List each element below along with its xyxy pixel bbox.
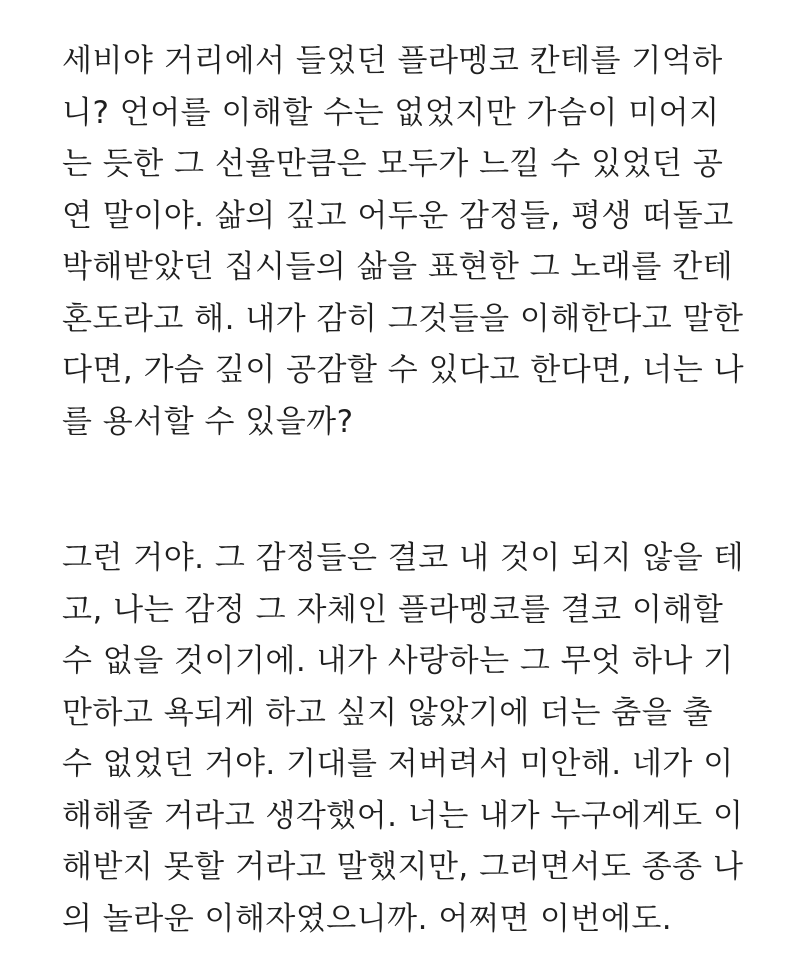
text-line: 연 말이야. 삶의 깊고 어두운 감정들, 평생 떠돌고 [62, 197, 734, 234]
text-line: 수 없을 것이기에. 내가 사랑하는 그 무엇 하나 기 [62, 643, 734, 679]
paragraph-2 [62, 533, 745, 945]
text-line: 해받지 못할 거라고 말했지만, 그러면서도 종종 나 [62, 849, 744, 885]
text-line: 를 용서할 수 있을까? [62, 403, 354, 440]
text-line: 의 놀라운 이해자였으니까. 어쩌면 이번에도. [62, 900, 673, 937]
text-line: 그런 거야. 그 감정들은 결코 내 것이 되지 않을 테 [62, 540, 745, 576]
document-body [62, 36, 745, 945]
text-line: 박해받았던 집시들의 삶을 표현한 그 노래를 칸테 [62, 249, 734, 285]
text-line: 니? 언어를 이해할 수는 없었지만 가슴이 미어지 [62, 94, 720, 131]
text-line: 해해줄 거라고 생각했어. 너는 내가 누구에게도 이 [62, 797, 744, 834]
paragraph-spacer [62, 448, 742, 533]
text-line: 만하고 욕되게 하고 싶지 않았기에 더는 춤을 출 [62, 694, 713, 731]
text-line: 세비야 거리에서 들었던 플라멩코 칸테를 기억하 [62, 43, 723, 79]
text-line: 는 듯한 그 선율만큼은 모두가 느낄 수 있었던 공 [62, 146, 724, 182]
text-line: 다면, 가슴 깊이 공감할 수 있다고 한다면, 너는 나 [62, 352, 745, 388]
text-line: 혼도라고 해. 내가 감히 그것들을 이해한다고 말한 [62, 300, 744, 337]
text-line: 고, 나는 감정 그 자체인 플라멩코를 결코 이해할 [62, 591, 724, 628]
paragraph-1 [62, 36, 745, 448]
text-line: 수 없었던 거야. 기대를 저버려서 미안해. 네가 이 [62, 746, 734, 782]
